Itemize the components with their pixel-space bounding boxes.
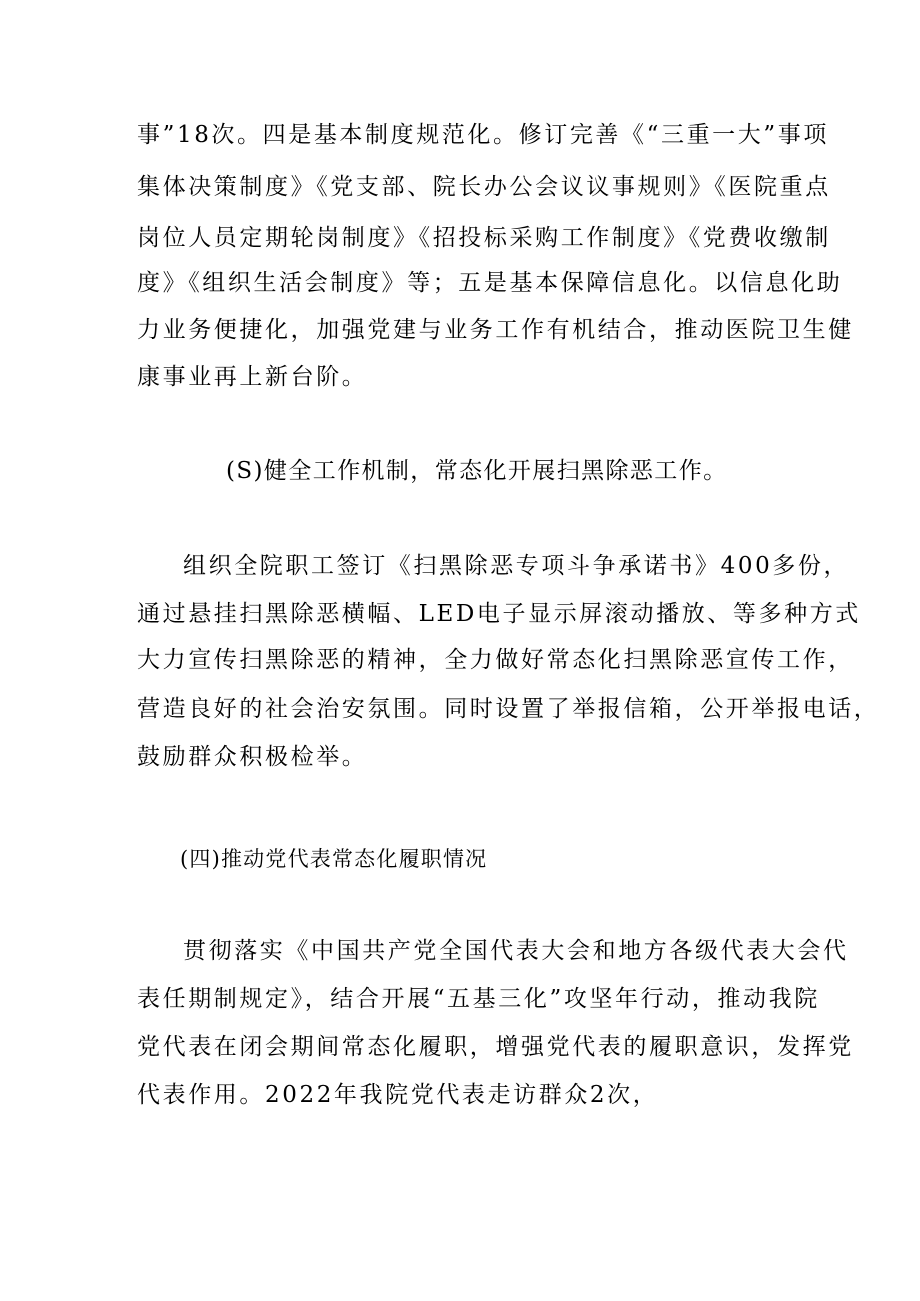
paragraph-line: 大力宣传扫黑除恶的精神，全力做好常态化扫黑除恶宣传工作， bbox=[137, 647, 854, 673]
paragraph-line: 营造良好的社会治安氛围。同时设置了举报信箱，公开举报电话， bbox=[137, 696, 880, 722]
paragraph-line: 代表作用。2022年我院党代表走访群众2次， bbox=[137, 1082, 659, 1108]
paragraph-line: 通过悬挂扫黑除恶横幅、LED电子显示屏滚动播放、等多种方式 bbox=[137, 601, 861, 627]
paragraph-line: 力业务便捷化，加强党建与业务工作有机结合，推动医院卫生健 bbox=[137, 317, 854, 343]
paragraph-line: 度》《组织生活会制度》等；五是基本保障信息化。以信息化助 bbox=[137, 270, 843, 296]
section-heading-4: (四)推动党代表常态化履职情况 bbox=[180, 847, 488, 871]
paragraph-line: 集体决策制度》《党支部、院长办公会议议事规则》《医院重点 bbox=[137, 174, 831, 200]
section-heading-3: (S)健全工作机制，常态化开展扫黑除恶工作。 bbox=[226, 458, 728, 484]
paragraph-line: 党代表在闭会期间常态化履职，增强党代表的履职意识，发挥党 bbox=[137, 1034, 854, 1060]
paragraph-line: 鼓励群众积极检举。 bbox=[137, 744, 368, 770]
paragraph-line: 表任期制规定》，结合开展“五基三化”攻坚年行动，推动我院 bbox=[137, 986, 820, 1012]
paragraph-line: 贯彻落实《中国共产党全国代表大会和地方各级代表大会代 bbox=[183, 938, 849, 964]
paragraph-line: 康事业再上新台阶。 bbox=[137, 364, 368, 390]
paragraph-line: 岗位人员定期轮岗制度》《招投标采购工作制度》《党费收缴制 bbox=[137, 225, 831, 251]
paragraph-line: 事”18次。四是基本制度规范化。修订完善《“三重一大”事项 bbox=[137, 122, 829, 148]
paragraph-line: 组织全院职工签订《扫黑除恶专项斗争承诺书》400多份， bbox=[183, 553, 850, 579]
